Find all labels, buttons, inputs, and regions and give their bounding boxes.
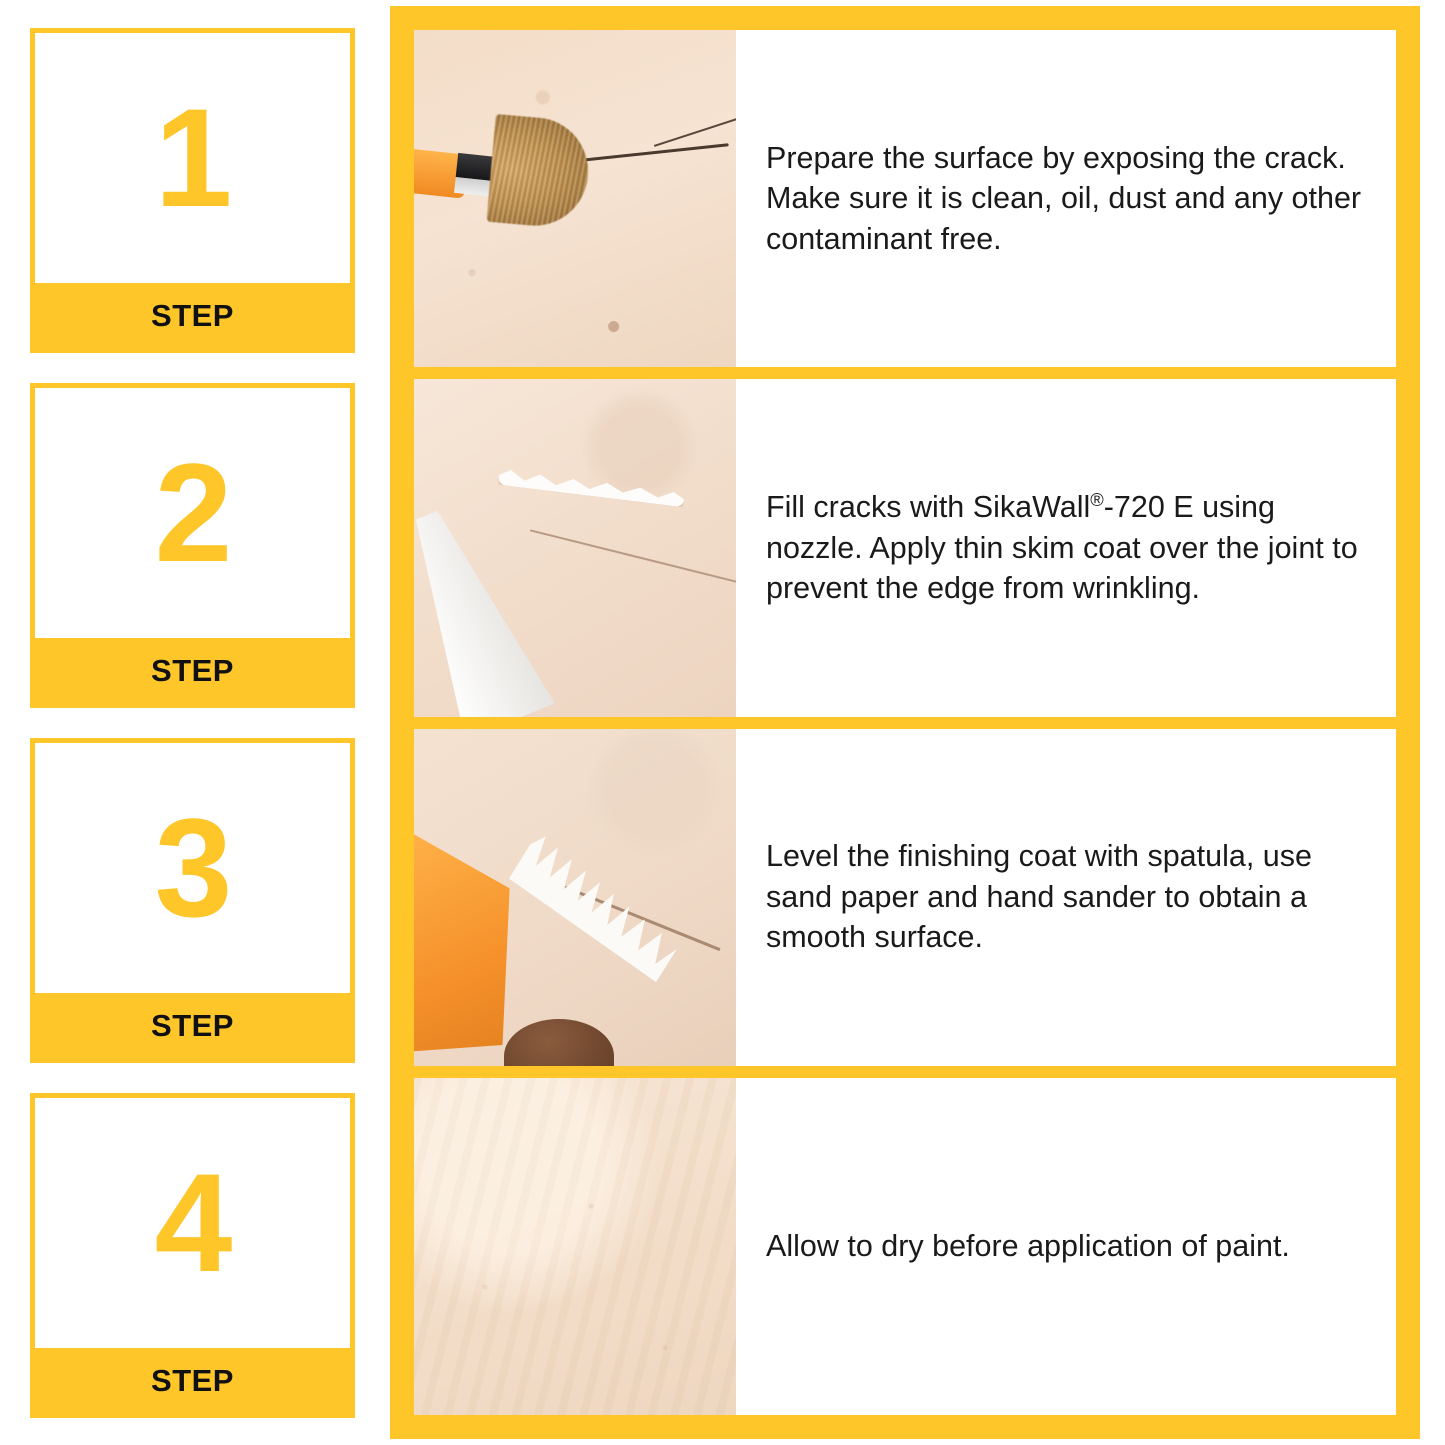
step-number-2: 2: [154, 434, 231, 591]
step-badge-1: [30, 28, 355, 353]
instruction-row-3: [414, 729, 1396, 1066]
step-text-cell-2: [736, 379, 1396, 716]
step-text-3: Level the finishing coat with spatula, use sand paper and hand sander to obtain a smooth surface.: [766, 839, 1312, 955]
step-label-2: STEP: [35, 638, 350, 703]
step-number-1: 1: [154, 79, 231, 236]
step-photo-3: [414, 729, 736, 1066]
step-label-3: STEP: [35, 993, 350, 1058]
step-text-cell-1: [736, 30, 1396, 367]
instruction-row-4: [414, 1078, 1396, 1415]
step-text-1: Prepare the surface by exposing the crack. Make sure it is clean, oil, dust and any other contaminant free.: [766, 140, 1362, 256]
step-number-4: 4: [154, 1144, 231, 1301]
instruction-row-2: [414, 379, 1396, 716]
step-label-1: STEP: [35, 283, 350, 348]
step-text-4: Allow to dry before application of paint.: [766, 1229, 1290, 1264]
step-photo-1: [414, 30, 736, 367]
step-badge-2: [30, 383, 355, 708]
step-badges-column: [30, 28, 355, 1418]
step-photo-4: [414, 1078, 736, 1415]
registered-trademark-symbol: ®: [1090, 488, 1104, 510]
step-text-cell-4: [736, 1078, 1396, 1415]
step-text-cell-3: [736, 729, 1396, 1066]
step-photo-2: [414, 379, 736, 716]
step-text-2: Fill cracks with SikaWall®-720 E using nozzle. Apply thin skim coat over the joint to prevent the edge from wrinkling.: [766, 488, 1358, 606]
step-badge-3: [30, 738, 355, 1063]
step-label-4: STEP: [35, 1348, 350, 1413]
instruction-rows-panel: [390, 6, 1420, 1439]
step-badge-4: [30, 1093, 355, 1418]
instruction-row-1: [414, 30, 1396, 367]
step-number-3: 3: [154, 789, 231, 946]
